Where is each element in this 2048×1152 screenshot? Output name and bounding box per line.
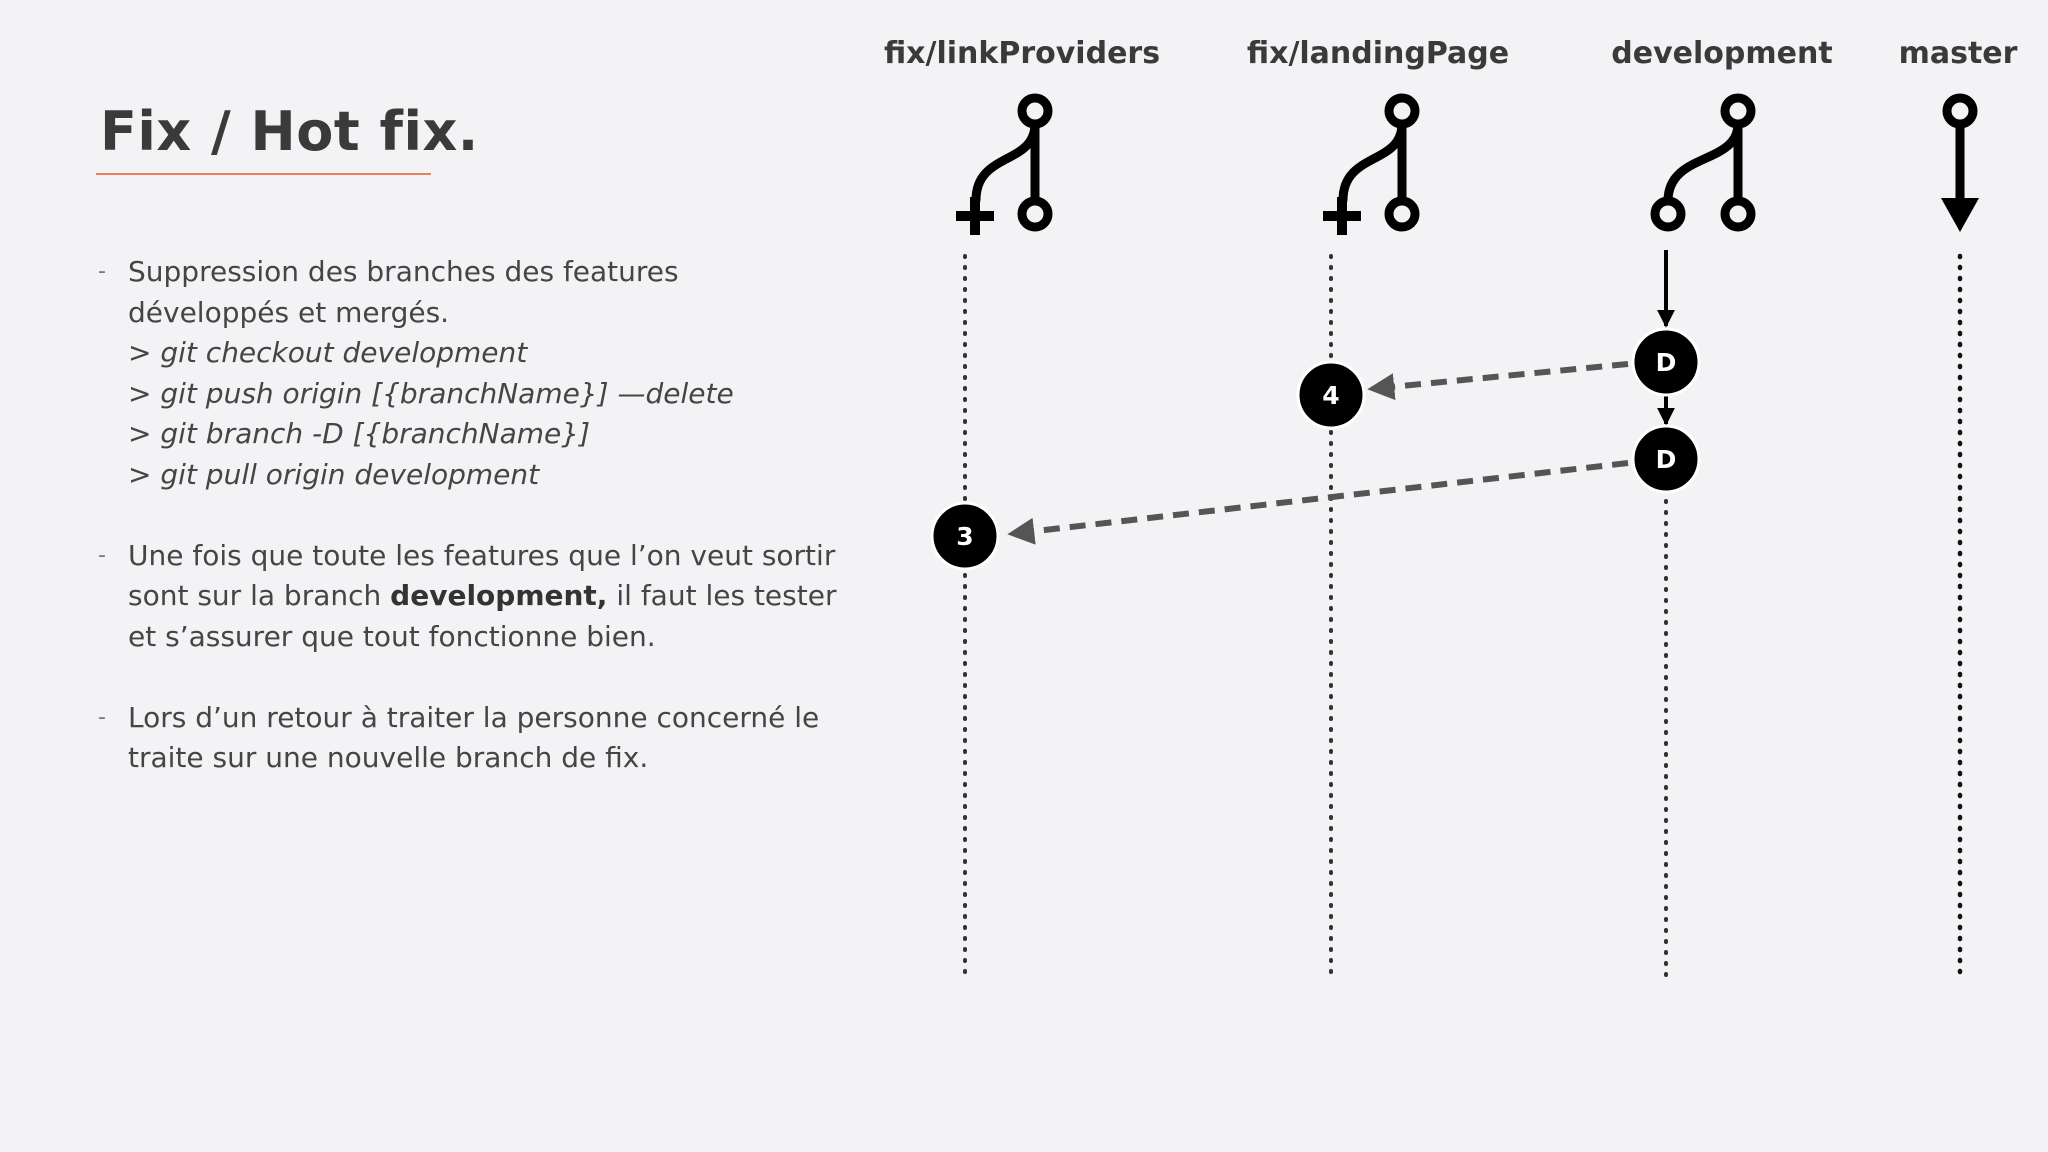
node-label: D: [1655, 348, 1677, 377]
command-line: > git push origin [{branchName}] —delete: [128, 376, 734, 410]
node-label: 3: [956, 522, 974, 551]
bullet-text: il faut les tester et s’assurer que tout fonctionne bien.: [128, 579, 837, 653]
branch-label-master: master: [1898, 36, 2018, 71]
command-line: > git branch -D [{branchName}]: [128, 417, 590, 450]
git-branch-plus-icon: [956, 98, 1048, 235]
commit-node-link-providers: [932, 503, 998, 569]
bullet-dash: -: [98, 259, 106, 284]
commit-node-dev-2: [1633, 426, 1699, 492]
node-label: 4: [1322, 381, 1340, 410]
bullet-text: Lors d’un retour à traiter la personne concerné le traite sur une nouvelle branch de fix.: [128, 700, 820, 774]
bullet-text: Une fois que toute les features que l’on veut sortir sont sur la branch: [128, 538, 836, 612]
commit-node-dev-1: [1633, 329, 1699, 395]
dashed-arrow-dev-to-landing-page: [1370, 364, 1628, 389]
bullet-text: Suppression des branches des features développés et mergés.: [128, 255, 679, 329]
bullet-bold-text: development,: [390, 579, 608, 612]
git-merge-icon: [1655, 98, 1751, 227]
command-line: > git checkout development: [128, 336, 528, 369]
git-commit-arrow-icon: [1941, 98, 1979, 232]
commit-node-landing-page: [1298, 362, 1364, 428]
dashed-arrow-dev-to-link-providers: [1010, 463, 1628, 534]
branch-label-development: development: [1611, 36, 1833, 71]
node-label: D: [1655, 445, 1677, 474]
command-line: > git pull origin development: [128, 457, 540, 491]
git-branch-plus-icon: [1323, 98, 1415, 235]
page-title: Fix / Hot fix.: [100, 100, 479, 163]
branch-label-fix-landing-page: fix/landingPage: [1246, 36, 1510, 71]
bullet-dash: -: [98, 704, 106, 730]
bullet-dash: -: [98, 542, 106, 568]
branch-label-fix-link-providers: fix/linkProviders: [883, 36, 1161, 71]
